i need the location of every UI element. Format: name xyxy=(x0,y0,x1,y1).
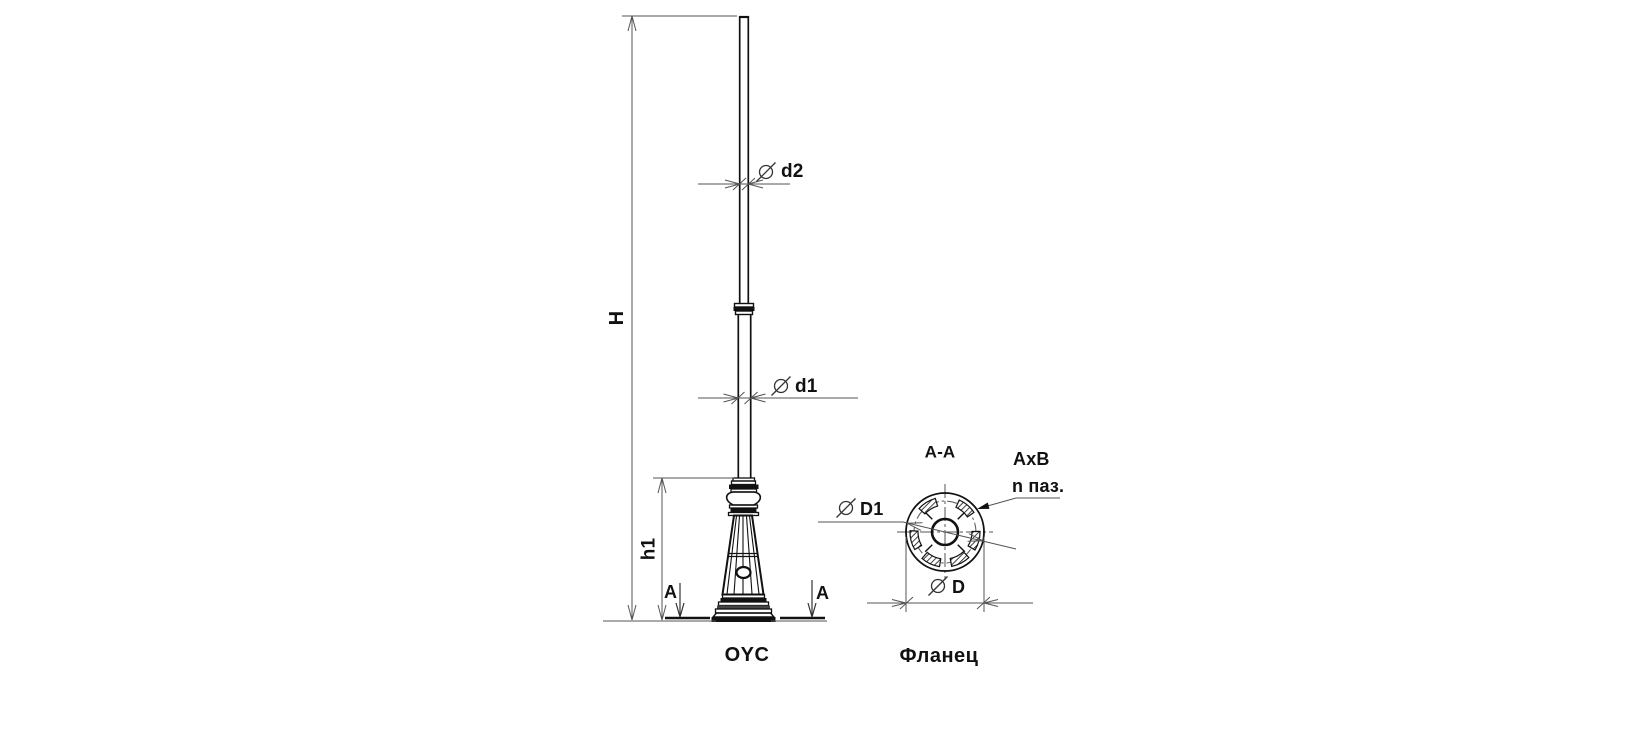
dim-d1 xyxy=(698,377,858,405)
dim-label-h1: h1 xyxy=(638,537,660,561)
diameter-symbol-D1 xyxy=(837,499,856,518)
base-plinth xyxy=(713,613,774,617)
pole-base xyxy=(712,478,776,622)
base-access-hole xyxy=(737,567,751,578)
dim-D xyxy=(867,537,1033,612)
pole-figure xyxy=(603,16,858,622)
flange-section-title: A-A xyxy=(924,442,956,462)
dim-label-d2: d2 xyxy=(781,161,804,182)
diameter-symbol-D xyxy=(929,577,948,596)
dim-label-D1: D1 xyxy=(860,499,884,519)
pole-caption: OYC xyxy=(724,644,770,666)
slot-callout-leader xyxy=(977,498,1060,509)
slot-callout-line2: n паз. xyxy=(1012,476,1065,496)
dim-label-d1: d1 xyxy=(795,376,818,397)
base-bell xyxy=(727,492,761,505)
dim-d2 xyxy=(698,163,790,191)
dim-H xyxy=(622,16,737,620)
leader-arrowhead xyxy=(977,503,989,510)
section-arrow-right xyxy=(808,580,816,617)
base-plinth-foot xyxy=(712,617,776,622)
dim-label-H: H xyxy=(606,310,628,326)
flange-figure xyxy=(818,484,1060,612)
pole-mid-collar xyxy=(734,304,755,315)
slot-callout-line1: AxB xyxy=(1013,449,1050,469)
diameter-symbol-d2 xyxy=(757,163,776,182)
flange-caption: Фланец xyxy=(899,645,979,667)
dim-label-D: D xyxy=(952,577,966,597)
pole-shaft-upper xyxy=(739,16,749,304)
diameter-symbol-d1 xyxy=(772,377,791,396)
section-label-A-right: A xyxy=(816,583,830,603)
slot xyxy=(910,531,922,550)
section-label-A-left: A xyxy=(664,582,678,602)
